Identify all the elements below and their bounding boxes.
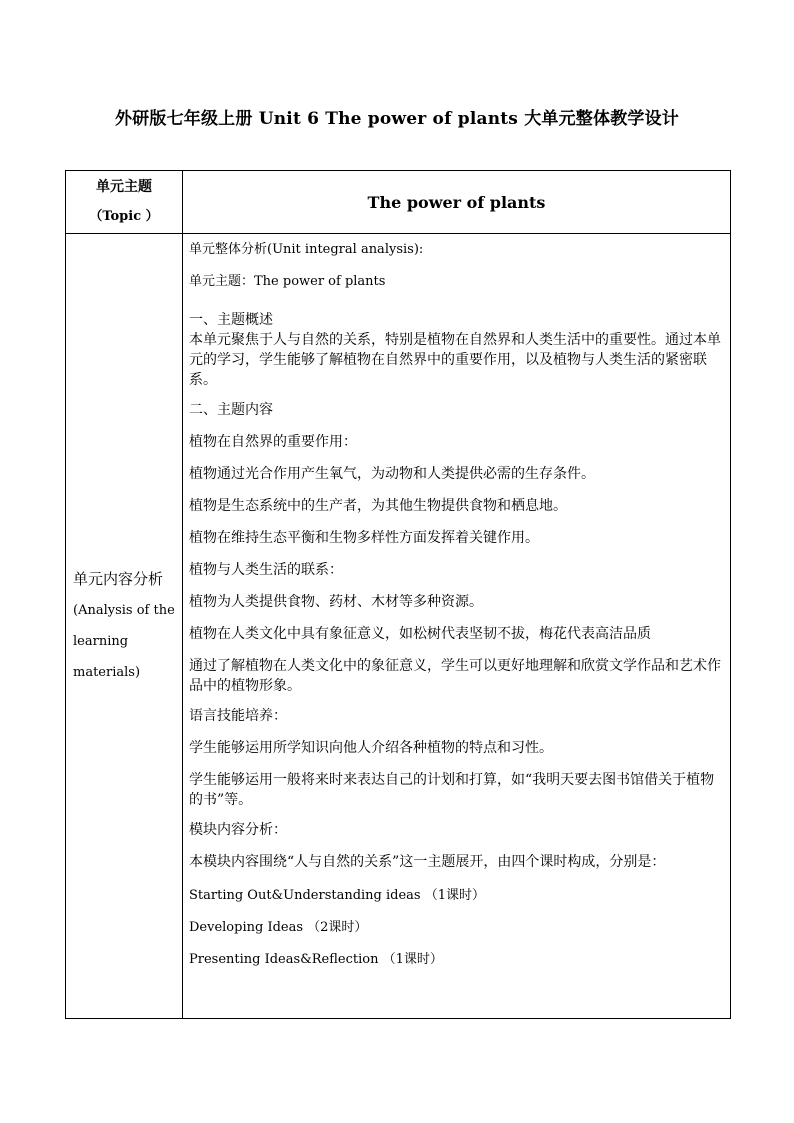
topic-label-cell xyxy=(66,171,183,234)
paragraph-item: 通过了解植物在人类文化中的象征意义，学生可以更好地理解和欣赏文学作品和艺术作品中的植物形象。 xyxy=(189,658,721,694)
paragraph-unit-topic: 单元主题：The power of plants xyxy=(189,274,386,289)
lesson-item: Starting Out&Understanding ideas （1课时） xyxy=(189,888,486,903)
paragraph-item: 学生能够运用一般将来时来表达自己的计划和打算，如“我明天要去图书馆借关于植物的书”等。 xyxy=(189,772,715,808)
analysis-content-cell xyxy=(183,234,731,1019)
analysis-label-zh: 单元内容分析 xyxy=(73,570,164,588)
section-heading-overview: 一、主题概述 xyxy=(189,312,273,328)
paragraph-item: 植物在维持生态平衡和生物多样性方面发挥着关键作用。 xyxy=(189,530,539,546)
topic-value-cell: The power of plants xyxy=(183,171,731,234)
paragraph-item: 植物通过光合作用产生氧气，为动物和人类提供必需的生存条件。 xyxy=(189,466,595,482)
paragraph-item: 植物为人类提供食物、药材、木材等多种资源。 xyxy=(189,594,483,610)
section-heading-content: 二、主题内容 xyxy=(189,402,273,418)
lesson-item: Developing Ideas （2课时） xyxy=(189,920,368,935)
paragraph-item: 植物是生态系统中的生产者，为其他生物提供食物和栖息地。 xyxy=(189,498,567,514)
analysis-label-en-line: learning xyxy=(73,634,129,649)
topic-row xyxy=(66,171,731,234)
topic-label-zh: 单元主题 xyxy=(96,179,152,195)
analysis-row xyxy=(66,234,731,1019)
paragraph-subheading: 模块内容分析： xyxy=(189,822,287,838)
paragraph-subheading: 植物在自然界的重要作用： xyxy=(189,434,357,450)
teaching-design-table xyxy=(65,170,731,1019)
analysis-label-en-line: materials) xyxy=(73,665,141,680)
analysis-label-cell xyxy=(66,234,183,1019)
paragraph-overview: 本单元聚焦于人与自然的关系，特别是植物在自然界和人类生活中的重要性。通过本单元的学习，学生能够了解植物在自然界中的重要作用，以及植物与人类生活的紧密联系。 xyxy=(189,332,721,388)
topic-label-en: （Topic ） xyxy=(89,209,159,224)
paragraph-subheading: 植物与人类生活的联系： xyxy=(189,562,343,578)
paragraph-item: 本模块内容围绕“人与自然的关系”这一主题展开，由四个课时构成，分别是： xyxy=(189,854,666,870)
document-title: 外研版七年级上册 Unit 6 The power of plants 大单元整体教学设计 xyxy=(114,109,679,129)
analysis-label-en-line: (Analysis of the xyxy=(73,603,175,618)
paragraph-unit-analysis-heading: 单元整体分析(Unit integral analysis): xyxy=(189,242,424,257)
paragraph-subheading: 语言技能培养： xyxy=(189,708,287,724)
lesson-item: Presenting Ideas&Reflection （1课时） xyxy=(189,952,443,967)
paragraph-item: 植物在人类文化中具有象征意义，如松树代表坚韧不拔，梅花代表高洁品质 xyxy=(189,626,651,642)
paragraph-item: 学生能够运用所学知识向他人介绍各种植物的特点和习性。 xyxy=(189,740,553,756)
